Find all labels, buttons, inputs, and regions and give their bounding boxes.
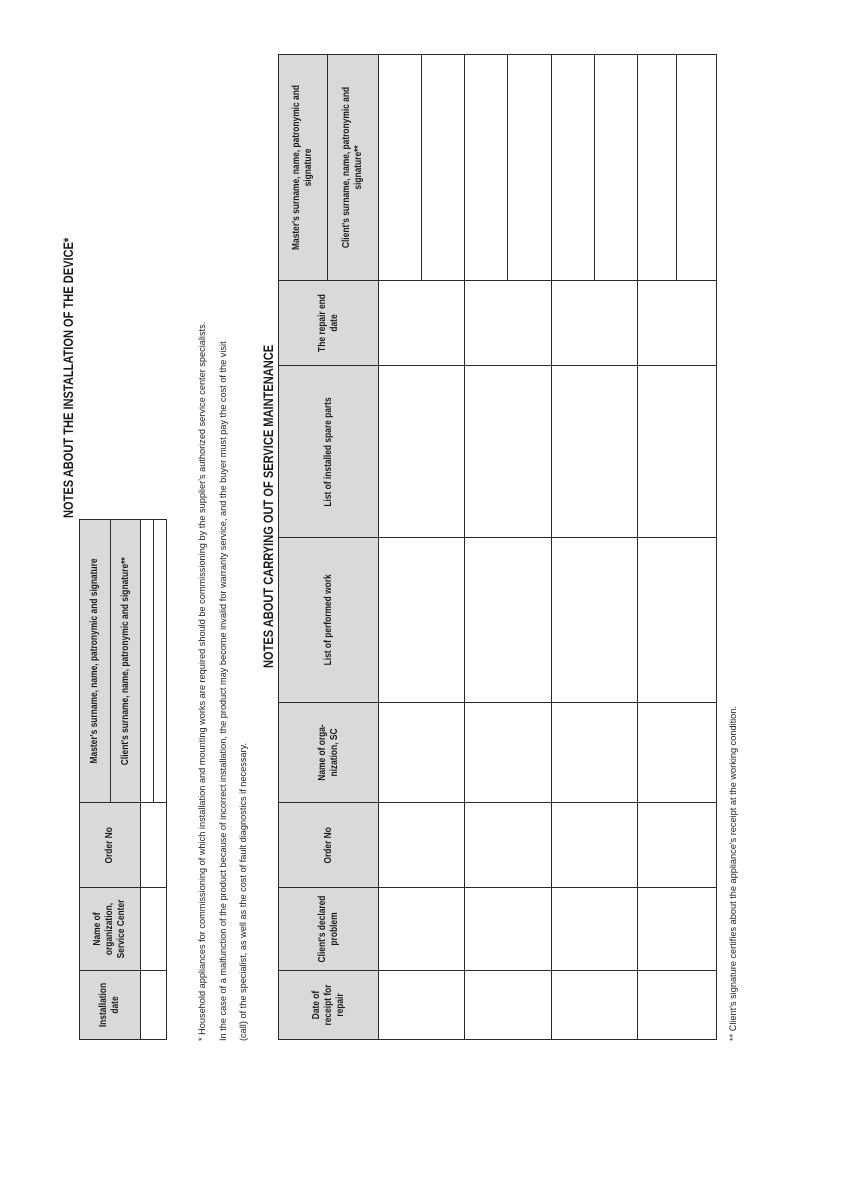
row2-client-cell[interactable] [508, 55, 551, 281]
header-order-no: Order No [80, 803, 141, 888]
row1-problem-cell[interactable] [379, 888, 465, 971]
header-performed-work: List of performed work [279, 538, 379, 703]
row3-receipt-cell[interactable] [551, 971, 637, 1040]
row2-problem-cell[interactable] [465, 888, 551, 971]
row1-client-cell[interactable] [422, 55, 465, 281]
row2-parts-cell[interactable] [465, 366, 551, 538]
row4-org-cell[interactable] [637, 703, 716, 803]
row1-end-cell[interactable] [379, 281, 465, 366]
row3-work-cell[interactable] [551, 538, 637, 703]
header-order-no: Order No [279, 803, 379, 888]
row4-client-cell[interactable] [677, 55, 717, 281]
row1-org-cell[interactable] [379, 703, 465, 803]
row4-receipt-cell[interactable] [637, 971, 716, 1040]
installation-table [79, 519, 167, 1040]
row2-end-cell[interactable] [465, 281, 551, 366]
header-declared-problem: Client's declared problem [279, 888, 379, 971]
row1-work-cell[interactable] [379, 538, 465, 703]
row4-order-cell[interactable] [637, 803, 716, 888]
installation-title: NOTES ABOUT THE INSTALLATION OF THE DEVICE* [61, 237, 76, 518]
installation-master-cell[interactable] [141, 520, 154, 803]
row1-order-cell[interactable] [379, 803, 465, 888]
footnote: ** Client's signature certifies about the appliance's receipt at the working condition. [728, 706, 738, 1041]
installation-date-cell[interactable] [141, 971, 167, 1040]
row3-client-cell[interactable] [594, 55, 637, 281]
row1-master-cell[interactable] [379, 55, 422, 281]
row3-end-cell[interactable] [551, 281, 637, 366]
row4-master-cell[interactable] [637, 55, 677, 281]
row3-parts-cell[interactable] [551, 366, 637, 538]
note-line-2: In the case of a malfunction of the product because of incorrect installation, the product may become invalid for warranty service, and the buyer must pay the cost of the visit [218, 341, 228, 1041]
row2-work-cell[interactable] [465, 538, 551, 703]
row3-master-cell[interactable] [551, 55, 594, 281]
row3-org-cell[interactable] [551, 703, 637, 803]
header-organization: Name of organization, Service Center [80, 888, 141, 971]
header-repair-end-date: The repair end date [279, 281, 379, 366]
row4-parts-cell[interactable] [637, 366, 716, 538]
header-master-signature: Master's surname, name, patronymic and signature [279, 55, 328, 281]
header-spare-parts: List of installed spare parts [279, 366, 379, 538]
row1-parts-cell[interactable] [379, 366, 465, 538]
row3-problem-cell[interactable] [551, 888, 637, 971]
header-organization-sc: Name of orga-nization, SC [279, 703, 379, 803]
installation-client-cell[interactable] [154, 520, 167, 803]
row1-receipt-cell[interactable] [379, 971, 465, 1040]
row4-end-cell[interactable] [637, 281, 716, 366]
maintenance-table [278, 54, 717, 1040]
row2-receipt-cell[interactable] [465, 971, 551, 1040]
maintenance-title: NOTES ABOUT CARRYING OUT OF SERVICE MAINTENANCE [261, 344, 276, 668]
installation-org-cell[interactable] [141, 888, 167, 971]
note-line-1: * Household appliances for commissioning of which installation and mounting works are required should be commissioning by the supplier's authorized service center specialists. [197, 321, 207, 1041]
header-installation-date: Installation date [80, 971, 141, 1040]
row3-order-cell[interactable] [551, 803, 637, 888]
row2-org-cell[interactable] [465, 703, 551, 803]
header-client-signature: Client's surname, name, patronymic and signature** [327, 55, 378, 281]
header-master-signature: Master's surname, name, patronymic and signature [80, 520, 111, 803]
row2-order-cell[interactable] [465, 803, 551, 888]
note-line-3: (call) of the specialist, as well as the cost of fault diagnostics if necessary. [238, 742, 248, 1041]
header-receipt-date: Date of receipt for repair [279, 971, 379, 1040]
row4-problem-cell[interactable] [637, 888, 716, 971]
header-client-signature: Client's surname, name, patronymic and signature** [111, 520, 141, 803]
row2-master-cell[interactable] [465, 55, 508, 281]
row4-work-cell[interactable] [637, 538, 716, 703]
installation-order-cell[interactable] [141, 803, 167, 888]
